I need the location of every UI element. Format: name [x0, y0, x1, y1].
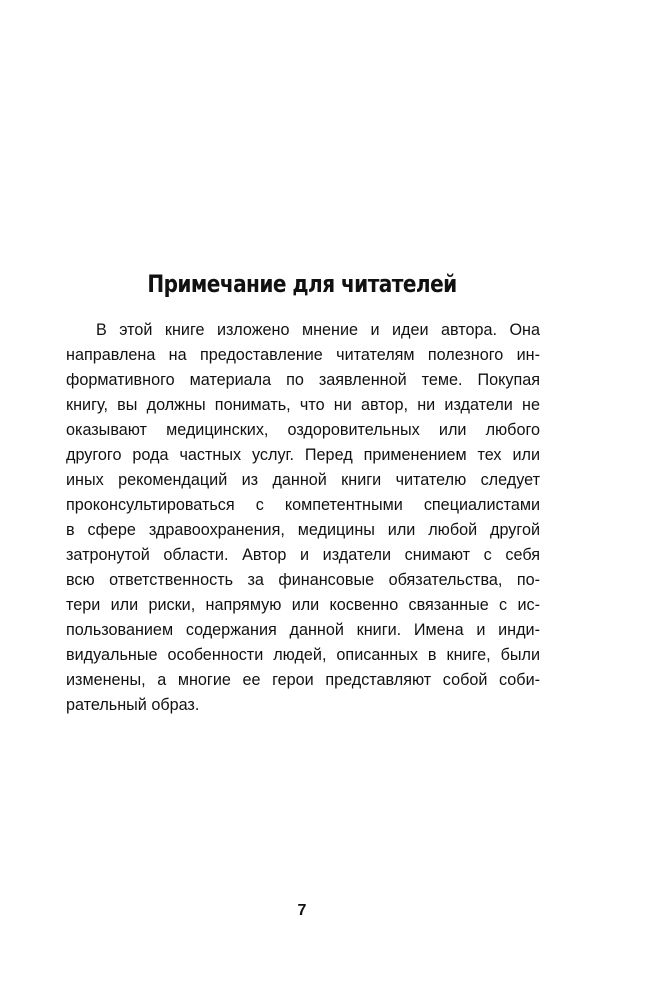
paragraph-line: иных рекомендаций из данной книги читателю следует — [66, 471, 540, 489]
disclaimer-paragraph — [66, 318, 540, 718]
paragraph-line: оказывают медицинских, оздоровительных или любого — [66, 421, 540, 439]
page-title: Примечание для читателей — [147, 270, 457, 298]
paragraph-line: книгу, вы должны понимать, что ни автор, ни издатели не — [66, 396, 540, 414]
paragraph-line: другого рода частных услуг. Перед применением тех или — [66, 446, 540, 464]
paragraph-line: затронутой области. Автор и издатели снимают с себя — [66, 546, 540, 564]
paragraph-line: В этой книге изложено мнение и идеи автора. Она — [96, 321, 540, 339]
paragraph-line: в сфере здравоохранения, медицины или любой другой — [66, 521, 540, 539]
paragraph-line: направлена на предоставление читателям полезного ин- — [66, 346, 540, 364]
paragraph-line: всю ответственность за финансовые обязательства, по- — [66, 571, 540, 589]
paragraph-line: видуальные особенности людей, описанных в книге, были — [66, 646, 540, 664]
page-number: 7 — [297, 902, 307, 919]
paragraph-line: изменены, а многие ее герои представляют собой соби- — [66, 671, 540, 689]
paragraph-line: рательный образ. — [66, 696, 200, 714]
paragraph-line: проконсультироваться с компетентными специалистами — [66, 496, 540, 514]
paragraph-line: формативного материала по заявленной теме. Покупая — [66, 371, 540, 389]
paragraph-line: тери или риски, напрямую или косвенно связанные с ис- — [66, 596, 540, 614]
paragraph-line: пользованием содержания данной книги. Имена и инди- — [66, 621, 540, 639]
